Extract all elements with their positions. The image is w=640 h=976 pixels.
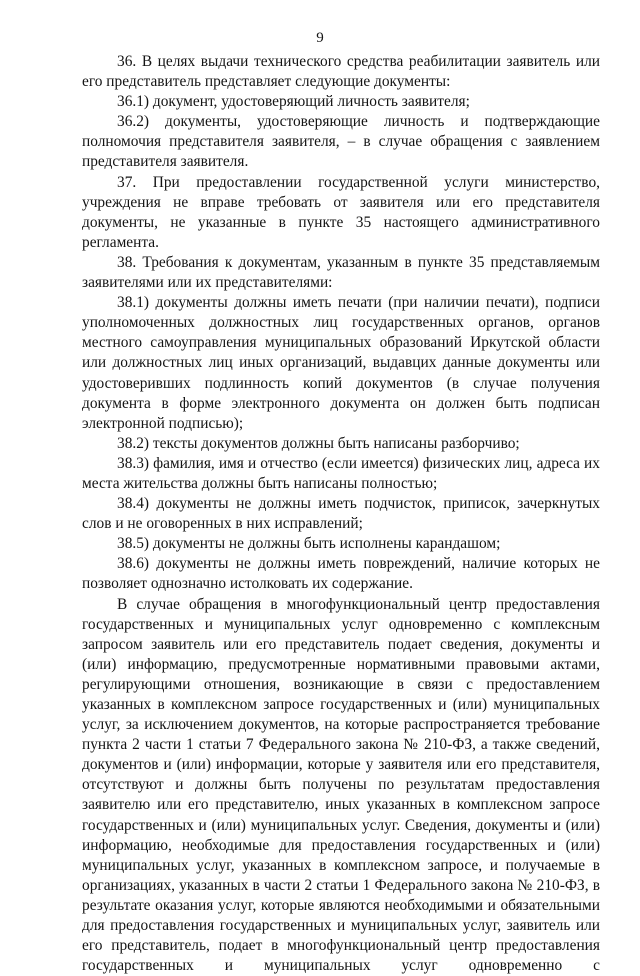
paragraph-36-1: 36.1) документ, удостоверяющий личность заявителя; <box>117 93 470 111</box>
paragraph-36: 36. В целях выдачи технического средства реабилитации заявитель или его представитель представляет следующие документы: <box>82 53 600 91</box>
document-body <box>82 52 600 976</box>
paragraph-38-6: 38.6) документы не должны иметь повреждений, наличие которых не позволяет однозначно истолковать их содержание. <box>82 555 600 593</box>
paragraph-38-2: 38.2) тексты документов должны быть написаны разборчиво; <box>117 434 520 452</box>
paragraph-38-4: 38.4) документы не должны иметь подчисток, приписок, зачеркнутых слов и не оговоренных в них исправлений; <box>82 495 600 533</box>
page-number: 9 <box>316 30 324 46</box>
paragraph-complex-request: В случае обращения в многофункциональный центр предоставления государственных и муниципальных услуг одновременно с комплексным запросом заявитель или его представитель подает сведения, документы и (или) информацию, предусмотренные нормативными правовыми актами, регулирующими отношения, возникающие в связи с предоставлением указанных в комплексном запросе государственных и (или) муниципальных услуг, за исключением документов, на которые распространяется требование пункта 2 части 1 статьи 7 Федерального закона № 210-ФЗ, а также сведений, документов и (или) информации, которые у заявителя или его представителя, отсутствуют и должны быть получены по результатам предоставления заявителю или его представителю, иных указанных в комплексном запросе государственных и (или) муниципальных услуг. Сведения, документы и (или) информацию, необходимые для предоставления государственных и (или) муниципальных услуг, указанных в комплексном запросе, и получаемые в организациях, указанных в части 2 статьи 1 Федерального закона № 210-ФЗ, в результате оказания услуг, которые являются необходимыми и обязательными для предоставления государственных и муниципальных услуг, заявитель или его представитель, подает в многофункциональный центр предоставления государственных и муниципальных услуг одновременно с <box>82 595 600 975</box>
paragraph-38-3: 38.3) фамилия, имя и отчество (если имеется) физических лиц, адреса их места жительства должны быть написаны полностью; <box>82 454 600 492</box>
paragraph-37: 37. При предоставлении государственной услуги министерство, учреждения не вправе требовать от заявителя или его представителя документы, не указанные в пункте 35 настоящего административного регламента. <box>82 173 600 251</box>
paragraph-38-5: 38.5) документы не должны быть исполнены карандашом; <box>117 535 501 553</box>
paragraph-38-1: 38.1) документы должны иметь печати (при наличии печати), подписи уполномоченных должностных лиц государственных органов, органов местного самоуправления муниципальных образований Иркутской области или должностных лиц иных организаций, выдавцих данные документы или удостоверивших подлинность копий документов (в случае получения документа в форме электронного документа он должен быть подписан электронной подписью); <box>82 294 600 432</box>
paragraph-38: 38. Требования к документам, указанным в пункте 35 представляемым заявителями или их представителями: <box>82 253 600 292</box>
paragraph-36-2: 36.2) документы, удостоверяющие личность и подтверждающие полномочия представителя заявителя, – в случае обращения с заявлением представителя заявителя. <box>82 113 600 171</box>
